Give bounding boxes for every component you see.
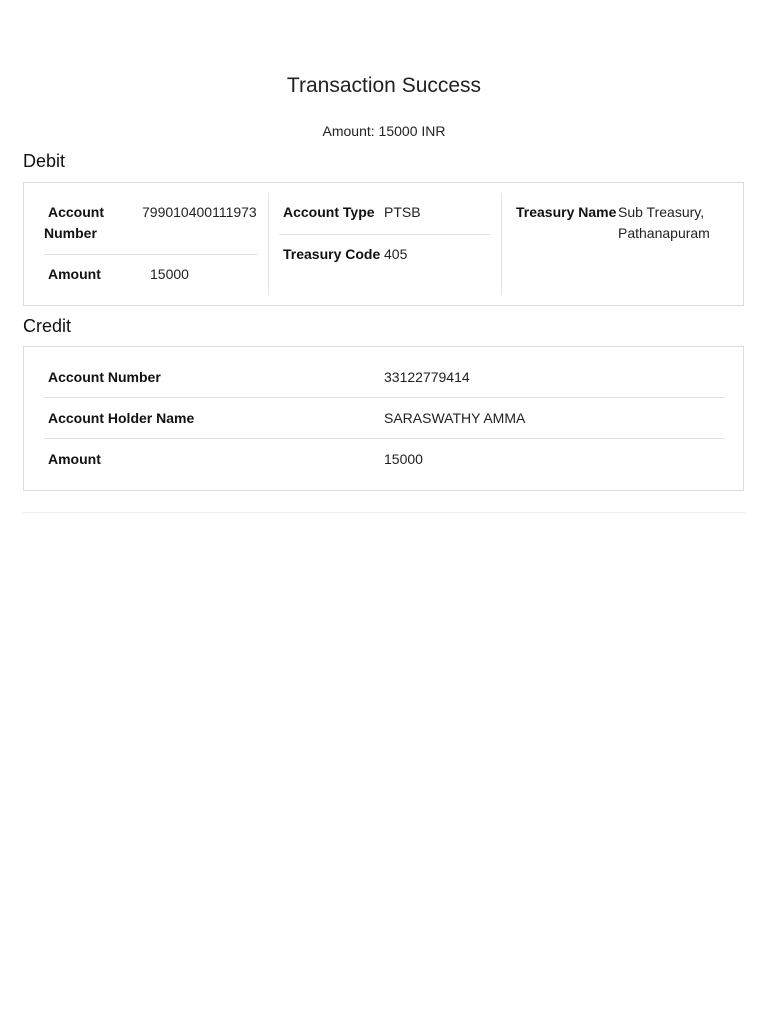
treasury-name-value-line2: Pathanapuram (618, 225, 710, 241)
debit-account-number-label-line2: Number (44, 225, 97, 241)
treasury-name-value (618, 202, 738, 244)
credit-row-separator-2 (44, 438, 725, 439)
debit-col-treasury (502, 193, 743, 295)
debit-heading: Debit (23, 151, 66, 171)
debit-col2-separator (279, 234, 491, 235)
treasury-code-label: Treasury Code (283, 246, 381, 262)
debit-card (23, 182, 744, 306)
credit-heading: Credit (23, 316, 72, 336)
debit-col-type (269, 193, 500, 295)
credit-row-separator-1 (44, 397, 725, 398)
credit-account-holder-value: SARASWATHY AMMA (384, 410, 526, 426)
credit-amount-label: Amount (48, 451, 101, 467)
credit-card (23, 346, 744, 491)
credit-account-holder-label: Account Holder Name (48, 410, 195, 426)
debit-col1-separator (44, 254, 258, 255)
debit-amount-value: 15000 (150, 266, 189, 282)
credit-amount-value: 15000 (384, 451, 423, 467)
treasury-name-label: Treasury Name (516, 204, 617, 220)
credit-account-number-value: 33122779414 (384, 369, 470, 385)
debit-account-number-label (44, 202, 134, 244)
transaction-amount: Amount: 15000 INR (322, 123, 446, 139)
credit-account-number-label: Account Number (48, 369, 161, 385)
bottom-divider (23, 512, 745, 513)
treasury-code-value: 405 (384, 246, 408, 262)
account-type-label: Account Type (283, 204, 375, 220)
debit-col-account (24, 193, 268, 295)
debit-account-number-value: 799010400111973 (142, 204, 257, 220)
account-type-value: PTSB (384, 204, 421, 220)
treasury-name-value-line1: Sub Treasury, (618, 204, 705, 220)
debit-account-number-label-line1: Account (48, 204, 104, 220)
page-title: Transaction Success (286, 74, 482, 97)
debit-amount-label: Amount (48, 266, 101, 282)
